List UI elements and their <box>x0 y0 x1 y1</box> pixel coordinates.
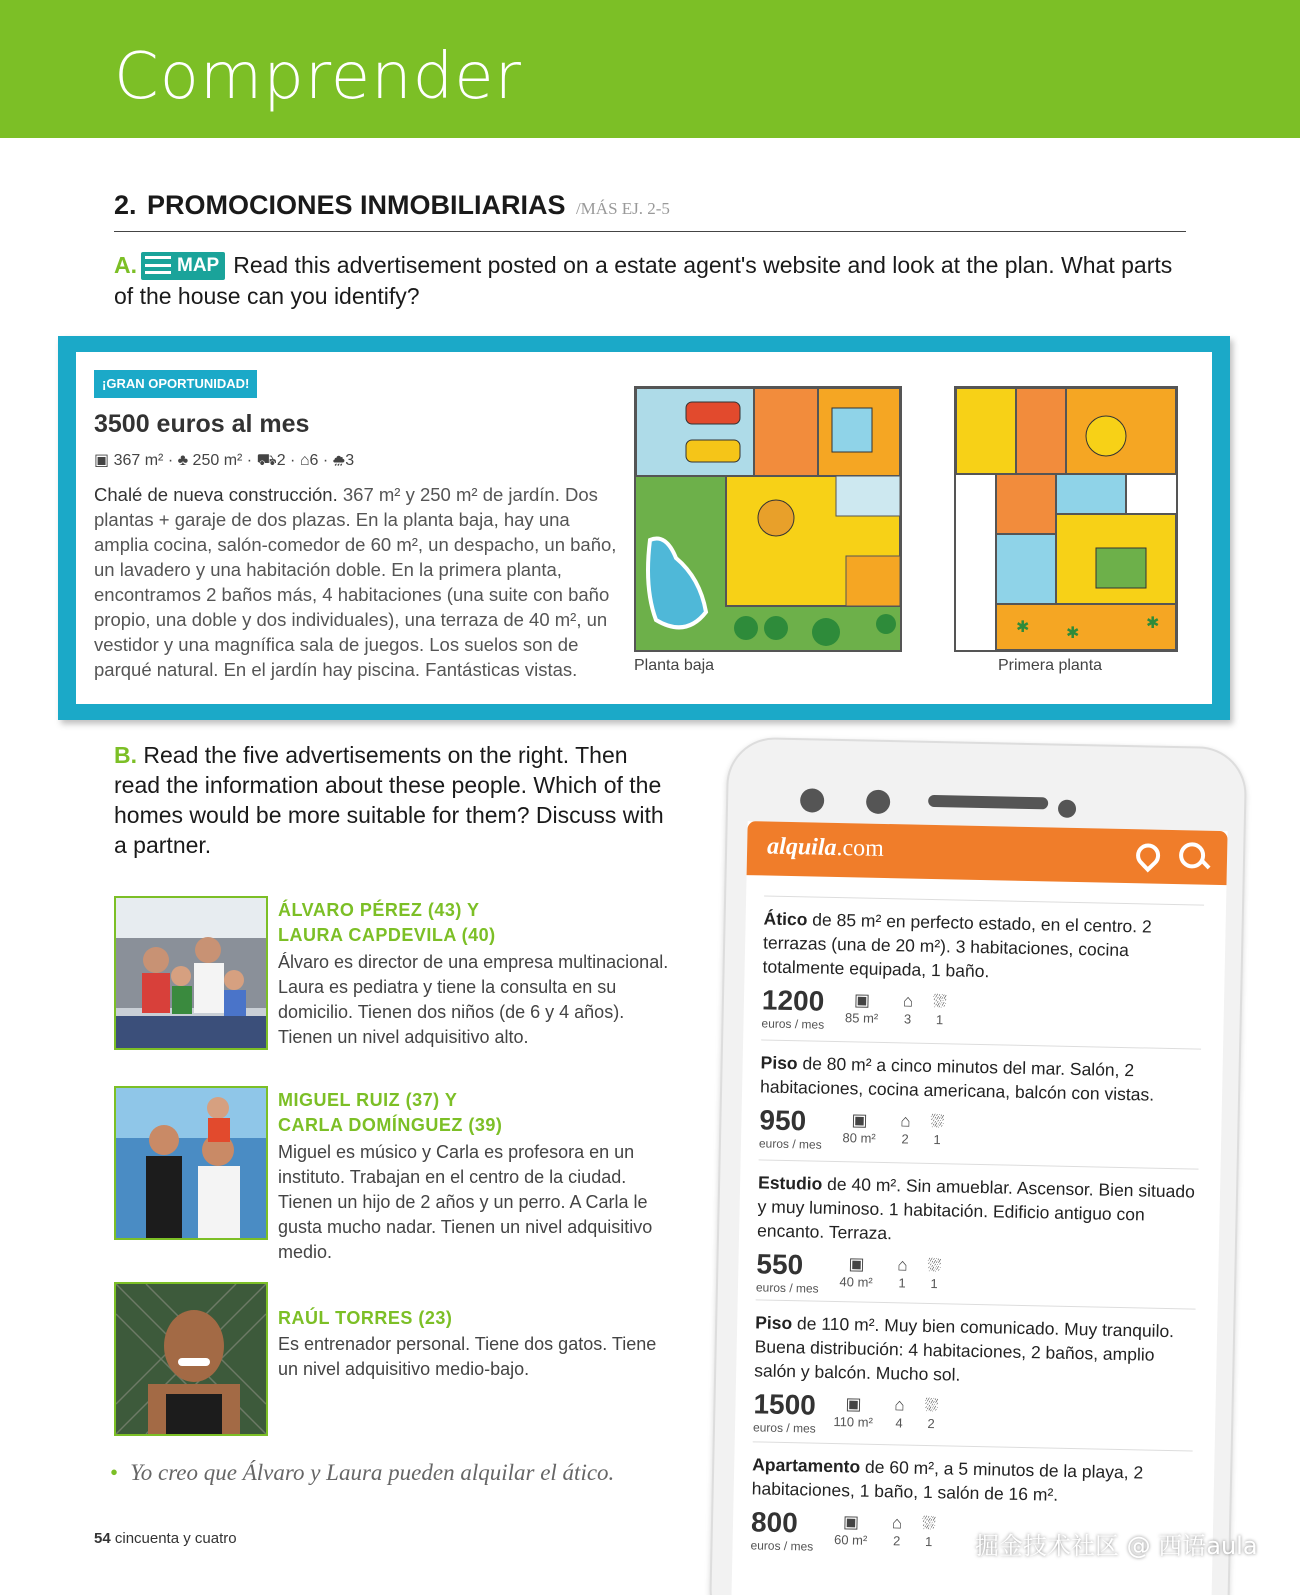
bed-icon: ⌂ <box>900 1111 911 1131</box>
bed-icon: ⌂ <box>897 1255 908 1275</box>
listing-meta <box>756 1248 1197 1301</box>
area-icon: ▣ <box>848 1254 865 1274</box>
listing-description <box>760 1050 1201 1107</box>
listing-type: Estudio <box>757 1172 823 1194</box>
listing-baths-value: 1 <box>930 1276 938 1292</box>
person-photo <box>114 1086 268 1240</box>
header-band <box>0 0 1300 138</box>
floor-plan-first-caption: Primera planta <box>998 657 1103 674</box>
listing-baths-value: 1 <box>935 1012 944 1028</box>
bullet-icon: • <box>110 1460 119 1485</box>
listing-details: de 85 m² en perfecto estado, en el centro. 2 terrazas (una de 20 m²). 3 habitaciones, cocina totalmente equipada, 1 baño. <box>762 909 1152 982</box>
svg-text:✱: ✱ <box>1066 623 1080 642</box>
task-a-letter: A. <box>114 252 137 278</box>
person-name <box>278 1088 502 1138</box>
area-icon: ▣ <box>94 452 110 469</box>
search-icon[interactable] <box>1179 842 1210 873</box>
advertisement-inner <box>76 352 1212 704</box>
advertisement-box <box>58 336 1230 720</box>
tree-icon: ♣ <box>177 452 189 469</box>
area-icon: ▣ <box>842 1512 860 1532</box>
section-heading <box>114 190 1186 232</box>
listing-area <box>831 1512 872 1548</box>
app-header-icons <box>1134 841 1209 878</box>
task-a-text: Read this advertisement posted on a estate agent's website and look at the plan. What parts of the house can you identify? <box>114 252 1173 309</box>
person-description: Álvaro es director de una empresa multinacional. Laura es pediatra y tiene la consulta en su domicilio. Tienen dos niños (de 6 y 4 años). Tienen un nivel adquisitivo alto. <box>278 952 669 1047</box>
floor-plan-ground-caption: Planta baja <box>634 657 715 674</box>
phone-screen <box>731 821 1228 1595</box>
bed-icon: ⌂ <box>894 1395 905 1415</box>
front-camera-icon <box>1058 800 1076 818</box>
ad-spec-garden: 250 m² <box>192 452 243 469</box>
ad-lead: Chalé de nueva construcción. <box>94 484 338 505</box>
bath-icon: ⛆ <box>930 1111 945 1132</box>
task-a <box>114 250 1194 312</box>
ad-spec-rooms: 6 <box>309 452 319 469</box>
listing-area <box>836 1254 877 1290</box>
listing-type: Piso <box>755 1312 793 1334</box>
listing-baths-value: 2 <box>927 1415 935 1432</box>
person-card <box>114 1086 674 1262</box>
listing-price-unit: euros / mes <box>750 1538 814 1554</box>
bath-icon: ⛆ <box>924 1395 939 1416</box>
listing-price: 550 <box>756 1248 804 1281</box>
person-card <box>114 896 674 1056</box>
bed-icon: ⌂ <box>299 452 310 469</box>
listing-item[interactable] <box>753 1299 1196 1441</box>
person-name <box>278 1306 452 1331</box>
car-icon: ⛟ <box>256 452 277 469</box>
family-photo <box>116 898 266 1048</box>
floor-plan-first <box>954 386 1178 652</box>
man-portrait-photo <box>116 1284 266 1434</box>
listing-meta <box>753 1388 1194 1441</box>
area-icon: ▣ <box>853 990 871 1010</box>
section-reference: /MÁS EJ. 2-5 <box>575 199 670 218</box>
listing-price-unit: euros / mes <box>761 1016 825 1032</box>
listing-details: de 110 m². Muy bien comunicado. Muy tranquilo. Buena distribución: 4 habitaciones, 2 baños, amplio salón y balcón. Mucho sol. <box>754 1313 1175 1385</box>
ad-spec-garage: 2 <box>276 452 286 469</box>
page-number-words: cincuenta y cuatro <box>114 1530 237 1547</box>
listing-rooms-value: 1 <box>898 1275 906 1291</box>
page-title: Comprender <box>114 40 522 114</box>
listing-price-unit: euros / mes <box>758 1136 822 1152</box>
map-badge[interactable] <box>141 252 225 280</box>
listing-price-unit: euros / mes <box>755 1280 819 1296</box>
listing-type: Ático <box>763 908 808 930</box>
listing-type: Apartamento <box>752 1454 861 1477</box>
location-pin-icon[interactable] <box>1134 843 1157 871</box>
area-icon: ▣ <box>851 1110 868 1130</box>
listing-description <box>751 1452 1192 1509</box>
section-number: 2. <box>114 190 137 220</box>
example-text: Yo creo que Álvaro y Laura pueden alquilar el ático. <box>130 1460 615 1485</box>
ad-specs: ▣ 367 m² · ♣ 250 m² · ⛟2 · ⌂6 · ⛆3 <box>94 452 355 469</box>
map-badge-label: MAP <box>177 255 220 276</box>
listing-price: 800 <box>750 1506 799 1539</box>
app-logo-tld: .com <box>836 834 885 862</box>
app-header <box>747 821 1228 885</box>
phone-mockup <box>709 737 1248 1595</box>
listing-price: 1200 <box>761 984 825 1017</box>
person-name-line1: RAÚL TORRES (23) <box>278 1308 453 1328</box>
listing-baths-value: 1 <box>933 1132 941 1148</box>
listing-baths <box>914 1256 955 1292</box>
listing-area-value: 60 m² <box>833 1532 868 1548</box>
person-name-line1: MIGUEL RUIZ (37) Y <box>278 1090 458 1110</box>
listing-price-unit: euros / mes <box>752 1420 816 1436</box>
listing-area-value: 85 m² <box>844 1010 879 1026</box>
listing-area-value: 80 m² <box>842 1130 876 1146</box>
ad-price: 3500 euros al mes <box>94 410 310 438</box>
listing-description <box>757 1170 1198 1251</box>
person-name-line1: ÁLVARO PÉREZ (43) Y <box>278 900 480 920</box>
bed-icon: ⌂ <box>891 1513 903 1533</box>
menu-lines-icon <box>145 256 171 274</box>
listing-details: de 40 m². Sin amueblar. Ascensor. Bien situado y muy luminoso. 1 habitación. Edificio antiguo con encanto. Terraza. <box>756 1173 1196 1244</box>
bed-icon: ⌂ <box>902 991 914 1011</box>
listing-item[interactable] <box>761 895 1204 1037</box>
person-description: Miguel es músico y Carla es profesora en un instituto. Trabajan en el centro de la ciudad. Tienen un hijo de 2 años y un perro. A Carla le gusta mucho nadar. Tienen un nivel adquisitivo medio. <box>278 1142 653 1262</box>
listing-description <box>754 1310 1195 1391</box>
task-b <box>114 740 674 860</box>
listing-baths <box>909 1514 950 1550</box>
offer-badge: ¡GRAN OPORTUNIDAD! <box>94 370 257 398</box>
bath-icon: ⛆ <box>932 992 947 1012</box>
page-number: 54 <box>94 1530 111 1547</box>
bath-icon: ⛆ <box>332 452 346 469</box>
listing-details: de 60 m², a 5 minutos de la playa, 2 habitaciones, 1 baño, 1 salón de 16 m². <box>751 1456 1144 1505</box>
person-name-line2: CARLA DOMÍNGUEZ (39) <box>278 1115 503 1135</box>
listing-details: de 80 m² a cinco minutos del mar. Salón, 2 habitaciones, cocina americana, balcón con vistas. <box>759 1053 1155 1105</box>
bath-icon: ⛆ <box>922 1513 937 1534</box>
sensor-icon <box>866 790 890 814</box>
person-photo <box>114 1282 268 1436</box>
camera-icon <box>800 788 824 812</box>
floor-plan-ground-drawing <box>636 388 900 650</box>
person-card <box>114 1282 674 1442</box>
listing-rooms-value: 4 <box>895 1415 903 1431</box>
listing-baths <box>919 992 960 1028</box>
listing-rooms-value: 2 <box>901 1131 909 1147</box>
listing-rooms-value: 3 <box>903 1011 912 1027</box>
section-title: PROMOCIONES INMOBILIARIAS <box>146 190 566 220</box>
svg-text:✱: ✱ <box>1146 613 1160 632</box>
ad-spec-area: 367 m² <box>113 452 164 469</box>
task-b-letter: B. <box>114 742 137 768</box>
ad-description <box>94 482 622 682</box>
listing-item[interactable] <box>759 1039 1201 1157</box>
listing-item[interactable] <box>756 1159 1199 1301</box>
ad-body: 367 m² y 250 m² de jardín. Dos plantas + garaje de dos plazas. En la planta baja, hay una amplia cocina, salón-comedor de 60 m², un despacho, un baño, un lavadero y una habitación doble. En la primera planta, encontramos 2 baños más, 4 habitaciones (una suite con baño propio, una doble y dos individuales), una terraza de 40 m², un vestidor y una magnífica sala de juegos. Los suelos son de parqué natural. En el jardín hay piscina. Fantásticas vistas. <box>94 484 617 680</box>
listing-baths-value: 1 <box>924 1533 933 1550</box>
beach-family-photo <box>116 1088 266 1238</box>
listing-meta <box>761 984 1202 1037</box>
person-name-line2: LAURA CAPDEVILA (40) <box>278 925 496 945</box>
app-logo[interactable] <box>767 834 884 863</box>
watermark: 掘金技术社区 @ 西语aula <box>975 1532 1258 1560</box>
listing-area <box>833 1394 874 1430</box>
bath-icon: ⛆ <box>927 1255 942 1276</box>
person-photo <box>114 896 268 1050</box>
app-logo-brand: alquila <box>766 833 837 861</box>
ad-spec-baths: 3 <box>345 452 355 469</box>
listing-rooms-value: 2 <box>892 1533 901 1549</box>
listing-area-value: 110 m² <box>833 1414 874 1430</box>
listing-baths <box>917 1112 958 1148</box>
listing-area <box>839 1110 880 1146</box>
person-name <box>278 898 496 948</box>
listing-price: 1500 <box>753 1388 817 1421</box>
area-icon: ▣ <box>845 1394 862 1414</box>
page-footer <box>94 1530 237 1547</box>
listing-meta <box>759 1104 1200 1157</box>
example-sentence <box>110 1460 614 1486</box>
listing-type: Piso <box>760 1052 798 1074</box>
person-description: Es entrenador personal. Tiene dos gatos. Tiene un nivel adquisitivo medio-bajo. <box>278 1334 657 1379</box>
listing-description <box>762 906 1203 987</box>
svg-text:✱: ✱ <box>1016 617 1030 636</box>
speaker-grille <box>928 795 1048 810</box>
task-b-text: Read the five advertisements on the right. Then read the information about these people. Which of the homes would be more suitable for them? Discuss with a partner. <box>114 742 664 858</box>
floor-plan-ground <box>634 386 902 652</box>
floor-plan-first-drawing <box>956 388 1176 650</box>
listing-area-value: 40 m² <box>839 1274 873 1290</box>
listing-baths <box>911 1396 952 1432</box>
listing-area <box>841 990 882 1026</box>
listing-price: 950 <box>759 1104 807 1137</box>
